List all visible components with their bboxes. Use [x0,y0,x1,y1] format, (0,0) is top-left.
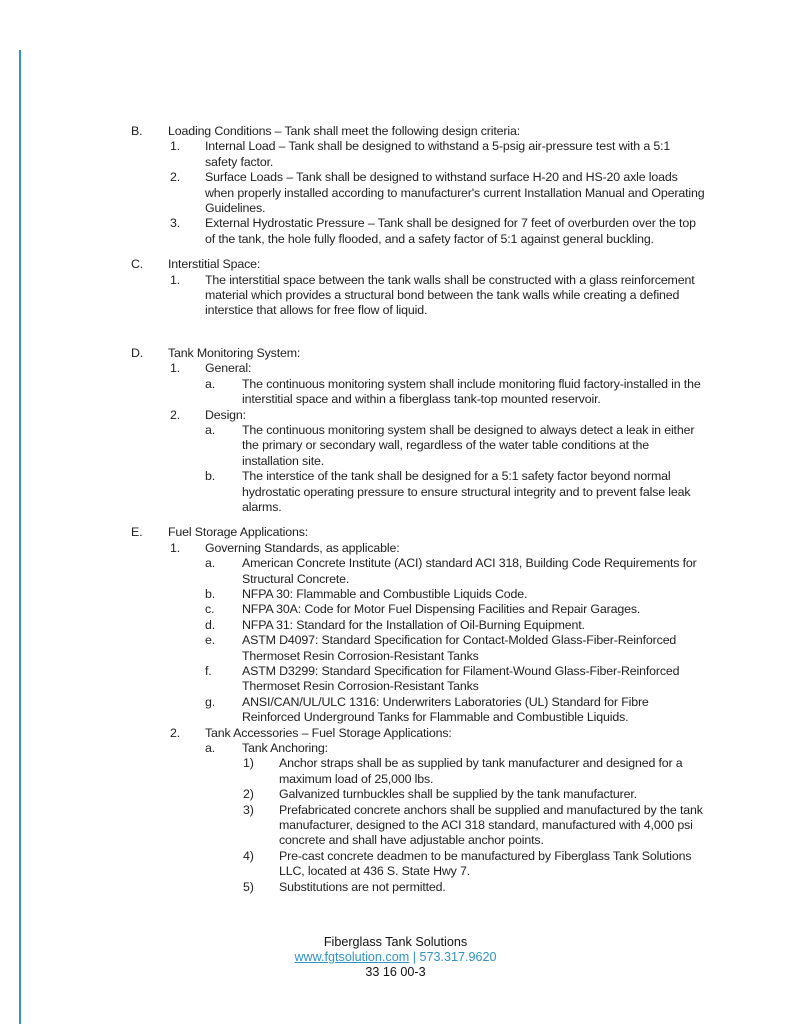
page-footer [0,935,791,981]
list-subsubitem [0,423,791,469]
list-text: ANSI/CAN/UL/ULC 1316: Underwriters Laboratories (UL) Standard for Fibre Reinforced Underground Tanks for Flammable and Combustible Liquids. [242,694,649,725]
list-text: ASTM D4097: Standard Specification for Contact-Molded Glass-Fiber-Reinforced Thermoset Resin Corrosion-Resistant Tanks [242,633,677,663]
list-subsubitem [0,469,791,515]
list-text: Surface Loads – Tank shall be designed to withstand surface H-20 and HS-20 axle loads when properly installed according to manufacturer's current Installation Manual and Operating Guidelines. [205,170,705,216]
list-marker: 3) [243,802,254,817]
list-marker: a. [205,376,216,391]
list-text: American Concrete Institute (ACI) standard ACI 318, Building Code Requirements for Structural Concrete. [242,556,697,586]
section-marker: C. [131,257,144,272]
list-subitem [0,541,791,556]
section-heading: Interstitial Space: [168,257,261,272]
list-subitem [0,726,791,741]
list-subsubitem [0,602,791,617]
list-subsubitem [0,377,791,408]
section-spacer [0,247,791,257]
list-text: NFPA 30A: Code for Motor Fuel Dispensing Facilities and Repair Garages. [242,602,641,617]
section-marker: E. [131,525,143,540]
list-subsubsubitem [0,787,791,802]
list-marker: b. [205,469,216,484]
section-marker: B. [131,124,143,138]
website-link[interactable]: www.fgtsolution.com [294,950,410,965]
list-marker: g. [205,694,216,709]
list-subitem [0,216,791,247]
list-text: NFPA 31: Standard for the Installation of Oil-Burning Equipment. [242,617,585,632]
section-heading: Fuel Storage Applications: [168,525,309,540]
footer-company: Fiberglass Tank Solutions [323,935,468,949]
list-subitem [0,170,791,216]
section-marker: D. [131,345,144,360]
list-text: The interstitial space between the tank walls shall be constructed with a glass reinforcement material which provides a structural bond between the tank walls while creating a defined interstice that allows for free flow of liquid. [205,272,695,318]
list-subsubitem [0,633,791,664]
list-subitem [0,408,791,423]
list-marker: a. [205,422,216,437]
list-marker: 2. [170,725,181,740]
list-marker: 2. [170,170,181,185]
section [0,525,791,540]
section-spacer [0,515,791,525]
list-text: Prefabricated concrete anchors shall be supplied and manufactured by the tank manufacturer, designed to the ACI 318 standard, manufactured with 4,000 psi concrete and shall have adjustable anchor points. [279,802,703,848]
list-text: Design: [205,407,246,422]
section-spacer [0,319,791,346]
section [0,346,791,361]
list-marker: 4) [243,848,254,863]
section [0,257,791,272]
list-subsubitem [0,741,791,756]
list-subsubsubitem [0,880,791,895]
list-subitem [0,361,791,376]
list-marker: f. [205,664,212,678]
list-marker: 1. [170,139,181,154]
list-text: Tank Accessories – Fuel Storage Applications: [205,725,452,740]
list-text: Internal Load – Tank shall be designed to withstand a 5-psig air-pressure test with a 5:1 safety factor. [205,139,671,169]
list-marker: 3. [170,216,181,231]
list-subitem [0,273,791,319]
list-marker: d. [205,617,216,632]
list-marker: 1. [170,540,181,555]
list-text: Governing Standards, as applicable: [205,540,400,555]
section-heading: Tank Monitoring System: [168,345,301,360]
list-text: Pre-cast concrete deadmen to be manufactured by Fiberglass Tank Solutions LLC, located at 436 S. State Hwy 7. [279,848,692,879]
document-body [0,124,791,895]
list-marker: 1. [170,361,181,376]
list-marker: e. [205,633,216,648]
list-text: Tank Anchoring: [242,741,328,756]
list-text: Anchor straps shall be as supplied by tank manufacturer and designed for a maximum load of 25,000 lbs. [279,756,683,786]
list-subsubitem [0,556,791,587]
list-text: General: [205,361,252,376]
footer-contact [0,950,791,965]
list-marker: b. [205,586,216,601]
list-subsubsubitem [0,756,791,787]
list-marker: 2. [170,407,181,422]
list-marker: a. [205,556,216,571]
page-number: 33 16 00-3 [365,965,426,980]
list-subitem [0,139,791,170]
list-subsubitem [0,587,791,602]
list-text: The continuous monitoring system shall be designed to always detect a leak in either the primary or secondary wall, regardless of the water table conditions at the installation site. [242,422,695,468]
list-text: Substitutions are not permitted. [279,879,446,894]
list-subsubitem [0,664,791,695]
list-marker: 2) [243,787,254,802]
list-subsubitem [0,618,791,633]
list-marker: 5) [243,879,254,894]
section-heading: Loading Conditions – Tank shall meet the following design criteria: [168,124,521,138]
list-text: Galvanized turnbuckles shall be supplied by the tank manufacturer. [279,787,637,802]
list-text: External Hydrostatic Pressure – Tank shall be designed for 7 feet of overburden over the top of the tank, the hole fully flooded, and a safety factor of 5:1 against general buckling. [205,216,696,246]
list-subsubsubitem [0,803,791,849]
list-marker: 1. [170,272,181,287]
phone-number: 573.317.9620 [419,950,497,965]
list-text: NFPA 30: Flammable and Combustible Liquids Code. [242,586,528,601]
list-marker: 1) [243,756,254,771]
list-marker: c. [205,602,215,617]
footer-separator: | [409,950,420,965]
section [0,124,791,139]
list-text: The continuous monitoring system shall include monitoring fluid factory-installed in the interstitial space and within a fiberglass tank-top mounted reservoir. [242,376,701,407]
list-subsubitem [0,695,791,726]
list-text: The interstice of the tank shall be designed for a 5:1 safety factor beyond normal hydrostatic operating pressure to ensure structural integrity and to prevent false leak alarms. [242,469,691,514]
list-text: ASTM D3299: Standard Specification for Filament-Wound Glass-Fiber-Reinforced Thermoset Resin Corrosion-Resistant Tanks [242,664,680,694]
list-marker: a. [205,741,216,756]
list-subsubsubitem [0,849,791,880]
